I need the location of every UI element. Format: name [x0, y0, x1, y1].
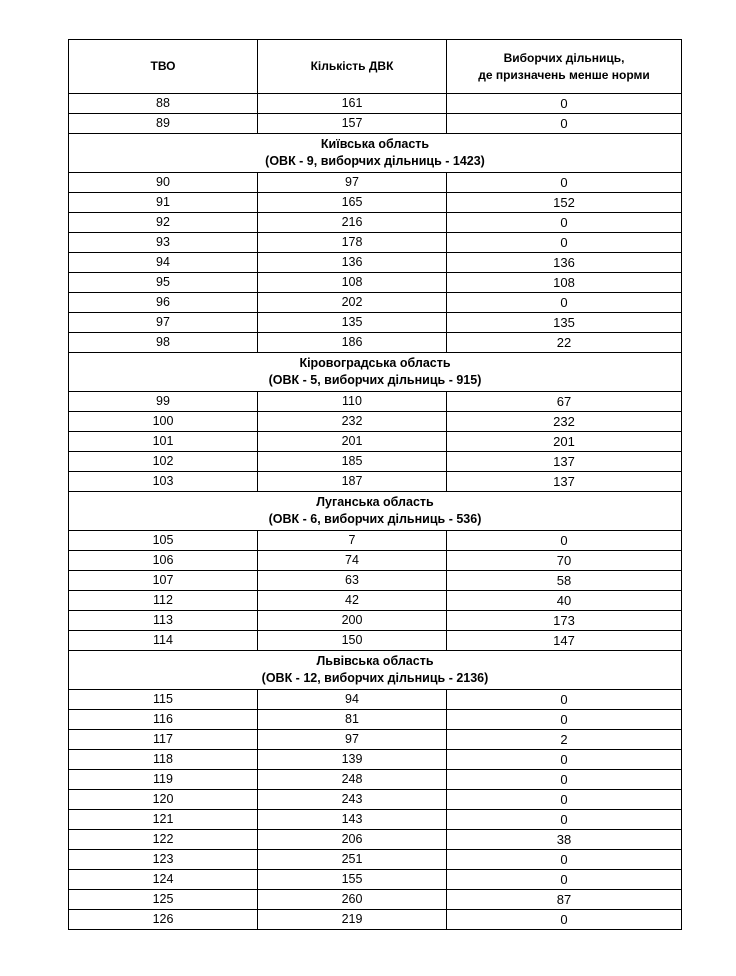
tvo-cell: 115 [69, 690, 258, 710]
table-row [69, 770, 682, 790]
low-appointments-cell: 38 [447, 830, 682, 850]
table-row [69, 213, 682, 233]
document-page [68, 39, 682, 930]
table-row [69, 830, 682, 850]
low-appointments-cell: 0 [447, 293, 682, 313]
table-row [69, 611, 682, 631]
low-appointments-cell: 152 [447, 193, 682, 213]
dvk-count-cell: 97 [258, 173, 447, 193]
region-row [69, 492, 682, 531]
dvk-count-cell: 63 [258, 571, 447, 591]
region-info: (ОВК - 9, виборчих дільниць - 1423) [265, 154, 485, 168]
dvk-count-cell: 248 [258, 770, 447, 790]
low-appointments-cell: 0 [447, 770, 682, 790]
header-low-line-2: де призначень менше норми [478, 67, 650, 82]
table-body [69, 94, 682, 930]
tvo-cell: 88 [69, 94, 258, 114]
tvo-cell: 121 [69, 810, 258, 830]
tvo-cell: 98 [69, 333, 258, 353]
dvk-count-cell: 202 [258, 293, 447, 313]
tvo-cell: 125 [69, 890, 258, 910]
tvo-cell: 93 [69, 233, 258, 253]
region-row [69, 134, 682, 173]
low-appointments-cell: 70 [447, 551, 682, 571]
tvo-cell: 94 [69, 253, 258, 273]
table-row [69, 233, 682, 253]
dvk-count-cell: 165 [258, 193, 447, 213]
table-row [69, 173, 682, 193]
region-row [69, 651, 682, 690]
tvo-cell: 116 [69, 710, 258, 730]
tvo-cell: 126 [69, 910, 258, 930]
dvk-count-cell: 136 [258, 253, 447, 273]
tvo-cell: 119 [69, 770, 258, 790]
dvk-count-cell: 81 [258, 710, 447, 730]
region-cell [69, 492, 682, 531]
dvk-count-cell: 143 [258, 810, 447, 830]
dvk-count-cell: 74 [258, 551, 447, 571]
low-appointments-cell: 0 [447, 531, 682, 551]
tvo-cell: 124 [69, 870, 258, 890]
table-row [69, 910, 682, 930]
dvk-count-cell: 185 [258, 452, 447, 472]
low-appointments-cell: 0 [447, 870, 682, 890]
dvk-count-cell: 232 [258, 412, 447, 432]
table-row [69, 452, 682, 472]
tvo-cell: 117 [69, 730, 258, 750]
tvo-cell: 112 [69, 591, 258, 611]
low-appointments-cell: 0 [447, 114, 682, 134]
dvk-count-cell: 201 [258, 432, 447, 452]
tvo-cell: 118 [69, 750, 258, 770]
table-row [69, 531, 682, 551]
tvo-cell: 89 [69, 114, 258, 134]
table-row [69, 631, 682, 651]
table-row [69, 690, 682, 710]
tvo-cell: 97 [69, 313, 258, 333]
low-appointments-cell: 87 [447, 890, 682, 910]
dvk-count-cell: 219 [258, 910, 447, 930]
tvo-cell: 105 [69, 531, 258, 551]
tvo-cell: 113 [69, 611, 258, 631]
table-row [69, 293, 682, 313]
table-row [69, 392, 682, 412]
tvo-cell: 90 [69, 173, 258, 193]
table-row [69, 730, 682, 750]
districts-table [68, 39, 682, 930]
low-appointments-cell: 232 [447, 412, 682, 432]
tvo-cell: 107 [69, 571, 258, 591]
table-row [69, 890, 682, 910]
table-row [69, 850, 682, 870]
region-info: (ОВК - 6, виборчих дільниць - 536) [268, 512, 482, 526]
table-row [69, 750, 682, 770]
low-appointments-cell: 0 [447, 173, 682, 193]
header-row [69, 40, 682, 94]
tvo-cell: 92 [69, 213, 258, 233]
table-row [69, 313, 682, 333]
dvk-count-cell: 94 [258, 690, 447, 710]
low-appointments-cell: 0 [447, 910, 682, 930]
tvo-cell: 99 [69, 392, 258, 412]
low-appointments-cell: 108 [447, 273, 682, 293]
tvo-cell: 96 [69, 293, 258, 313]
region-name: Кіровоградська область [299, 356, 451, 370]
region-name: Луганська область [316, 495, 434, 509]
low-appointments-cell: 2 [447, 730, 682, 750]
dvk-count-cell: 139 [258, 750, 447, 770]
low-appointments-cell: 0 [447, 213, 682, 233]
low-appointments-cell: 0 [447, 710, 682, 730]
table-row [69, 333, 682, 353]
tvo-cell: 91 [69, 193, 258, 213]
low-appointments-cell: 40 [447, 591, 682, 611]
low-appointments-cell: 0 [447, 750, 682, 770]
table-row [69, 710, 682, 730]
low-appointments-cell: 173 [447, 611, 682, 631]
low-appointments-cell: 0 [447, 94, 682, 114]
table-row [69, 591, 682, 611]
low-appointments-cell: 135 [447, 313, 682, 333]
region-info: (ОВК - 12, виборчих дільниць - 2136) [261, 671, 489, 685]
table-row [69, 412, 682, 432]
table-row [69, 571, 682, 591]
dvk-count-cell: 150 [258, 631, 447, 651]
table-row [69, 193, 682, 213]
header-low-appointments [447, 40, 682, 94]
region-cell [69, 651, 682, 690]
low-appointments-cell: 0 [447, 233, 682, 253]
dvk-count-cell: 108 [258, 273, 447, 293]
tvo-cell: 123 [69, 850, 258, 870]
table-row [69, 253, 682, 273]
dvk-count-cell: 155 [258, 870, 447, 890]
dvk-count-cell: 97 [258, 730, 447, 750]
table-row [69, 810, 682, 830]
low-appointments-cell: 0 [447, 690, 682, 710]
low-appointments-cell: 0 [447, 790, 682, 810]
table-row [69, 870, 682, 890]
table-row [69, 432, 682, 452]
region-row [69, 353, 682, 392]
dvk-count-cell: 243 [258, 790, 447, 810]
tvo-cell: 100 [69, 412, 258, 432]
table-row [69, 273, 682, 293]
table-row [69, 551, 682, 571]
low-appointments-cell: 137 [447, 472, 682, 492]
dvk-count-cell: 200 [258, 611, 447, 631]
table-header [69, 40, 682, 94]
low-appointments-cell: 22 [447, 333, 682, 353]
tvo-cell: 114 [69, 631, 258, 651]
tvo-cell: 101 [69, 432, 258, 452]
dvk-count-cell: 161 [258, 94, 447, 114]
low-appointments-cell: 0 [447, 850, 682, 870]
region-name: Київська область [320, 137, 430, 151]
tvo-cell: 102 [69, 452, 258, 472]
low-appointments-cell: 0 [447, 810, 682, 830]
dvk-count-cell: 7 [258, 531, 447, 551]
dvk-count-cell: 187 [258, 472, 447, 492]
low-appointments-cell: 147 [447, 631, 682, 651]
low-appointments-cell: 58 [447, 571, 682, 591]
header-dvk-count: Кількість ДВК [258, 40, 447, 94]
dvk-count-cell: 135 [258, 313, 447, 333]
dvk-count-cell: 251 [258, 850, 447, 870]
region-cell [69, 134, 682, 173]
region-name: Львівська область [316, 654, 434, 668]
low-appointments-cell: 67 [447, 392, 682, 412]
header-low-line-1: Виборчих дільниць, [503, 50, 625, 65]
low-appointments-cell: 201 [447, 432, 682, 452]
dvk-count-cell: 216 [258, 213, 447, 233]
table-row [69, 94, 682, 114]
dvk-count-cell: 157 [258, 114, 447, 134]
table-row [69, 472, 682, 492]
tvo-cell: 103 [69, 472, 258, 492]
low-appointments-cell: 136 [447, 253, 682, 273]
dvk-count-cell: 178 [258, 233, 447, 253]
region-cell [69, 353, 682, 392]
dvk-count-cell: 186 [258, 333, 447, 353]
tvo-cell: 106 [69, 551, 258, 571]
dvk-count-cell: 260 [258, 890, 447, 910]
table-row [69, 790, 682, 810]
table-row [69, 114, 682, 134]
region-info: (ОВК - 5, виборчих дільниць - 915) [268, 373, 482, 387]
tvo-cell: 95 [69, 273, 258, 293]
tvo-cell: 120 [69, 790, 258, 810]
dvk-count-cell: 110 [258, 392, 447, 412]
header-tvo: ТВО [69, 40, 258, 94]
tvo-cell: 122 [69, 830, 258, 850]
dvk-count-cell: 42 [258, 591, 447, 611]
low-appointments-cell: 137 [447, 452, 682, 472]
dvk-count-cell: 206 [258, 830, 447, 850]
